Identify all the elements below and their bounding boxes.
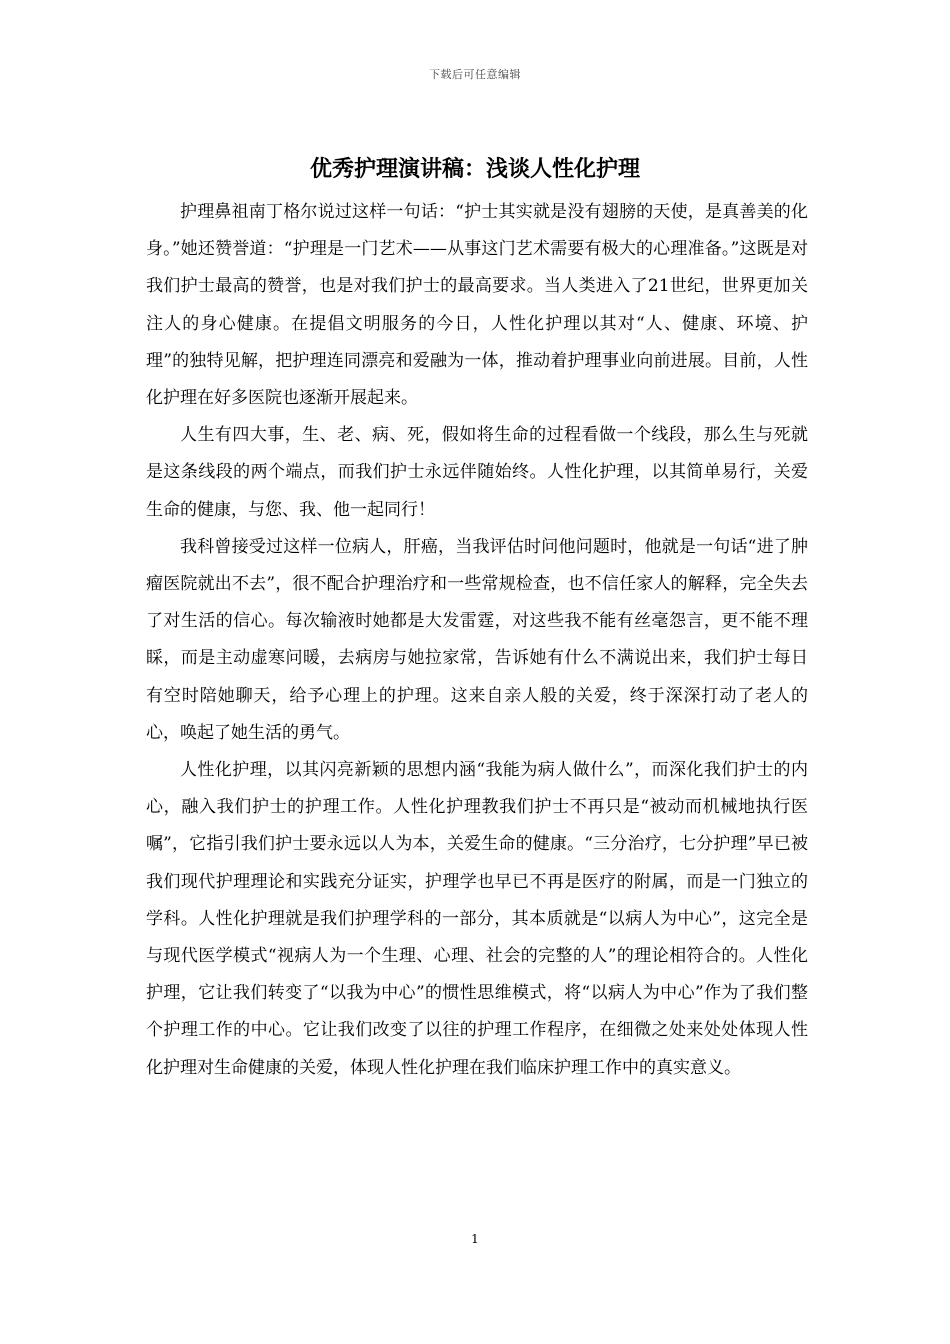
page-number: 1 xyxy=(471,1232,479,1246)
paragraph-4: 人性化护理，以其闪亮新颖的思想内涵“我能为病人做什么”，而深化我们护士的内心，融入我们护士的护理工作。人性化护理教我们护士不再只是“被动而机械地执行医嘱”，它指引我们护士要永远以人为本，关爱生命的健康。“三分治疗，七分护理”早已被我们现代护理理论和实践充分证实，护理学也早已不再是医疗的附属，而是一门独立的学科。人性化护理就是我们护理学科的一部分，其本质就是“以病人为中心”，这完全是与现代医学模式“视病人为一个生理、心理、社会的完整的人”的理论相符合的。人性化护理，它让我们转变了“以我为中心”的惯性思维模式，将“以病人为中心”作为了我们整个护理工作的中心。它让我们改变了以往的护理工作程序，在细微之处来处处体现人性化护理对生命健康的关爱，体现人性化护理在我们临床护理工作中的真实意义。 xyxy=(146,760,808,1078)
header-note: 下载后可任意编辑 xyxy=(429,68,521,81)
document-title: 优秀护理演讲稿：浅谈人性化护理 xyxy=(309,156,640,182)
document-body xyxy=(146,194,808,1087)
paragraph-1: 护理鼻祖南丁格尔说过这样一句话：“护士其实就是没有翅膀的天使，是真善美的化身。”她还赞誉道：“护理是一门艺术——从事这门艺术需要有极大的心理准备。”这既是对我们护士最高的赞誉，也是对我们护士的最高要求。当人类进入了21世纪，世界更加关注人的身心健康。在提倡文明服务的今日，人性化护理以其对“人、健康、环境、护理”的独特见解，把护理连同漂亮和爱融为一体，推动着护理事业向前进展。目前，人性化护理在好多医院也逐渐开展起来。 xyxy=(146,202,808,409)
paragraph-3: 我科曾接受过这样一位病人，肝癌，当我评估时问他问题时，他就是一句话“进了肿瘤医院就出不去”，很不配合护理治疗和一些常规检查，也不信任家人的解释，完全失去了对生活的信心。每次输液时她都是大发雷霆，对这些我不能有丝毫怨言，更不能不理睬，而是主动虚寒问暖，去病房与她拉家常，告诉她有什么不满说出来，我们护士每日有空时陪她聊天，给予心理上的护理。这来自亲人般的关爱，终于深深打动了老人的心，唤起了她生活的勇气。 xyxy=(146,536,808,743)
paragraph-2: 人生有四大事，生、老、病、死，假如将生命的过程看做一个线段，那么生与死就是这条线段的两个端点，而我们护士永远伴随始终。人性化护理，以其简单易行，关爱生命的健康，与您、我、他一起同行！ xyxy=(146,425,808,520)
